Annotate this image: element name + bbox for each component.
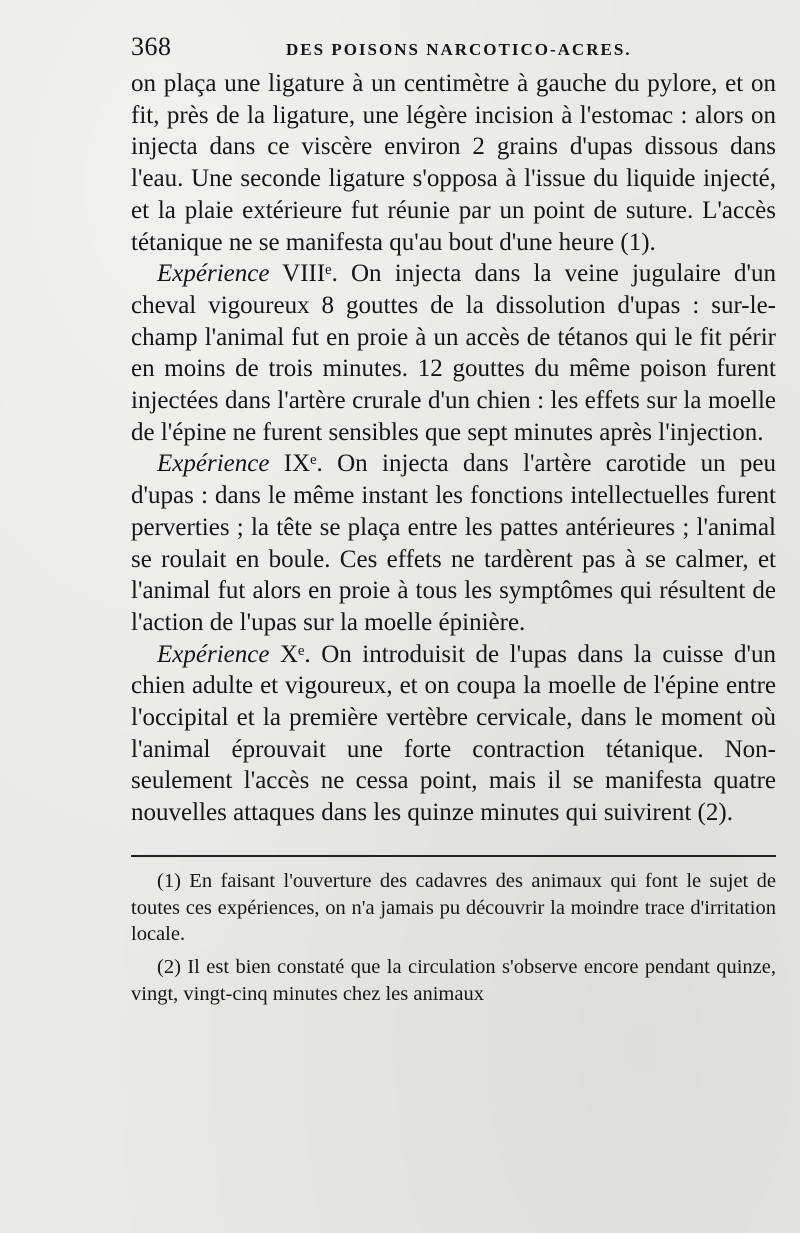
experience-number: VIIIᵉ. [269,260,351,288]
paragraph-experience-10 [131,639,776,829]
experience-number: IXᵉ. [269,450,338,478]
experience-number: Xᵉ. [269,640,322,668]
paragraph-experience-9 [131,448,776,638]
experience-text: On injecta dans la veine jugulaire d'un cheval vigoureux 8 gouttes de la dissolution d'upas : sur-le-champ l'animal fut en proie à un accès de tétanos qui le fit périr en moins de trois minutes. 12 gouttes du même poison furent injectées dans l'artère crurale d'un chien : les effets sur la moelle de l'épine ne furent sensibles que sept minutes après l'injection. [131,260,776,446]
footnote-2: (2) Il est bien constaté que la circulation s'observe encore pendant quinze, vingt, vingt-cinq minutes chez les animaux [131,956,776,1006]
footnotes [131,868,776,1008]
experience-label: Expérience [157,640,270,668]
experience-label: Expérience [157,260,270,288]
footnote-1: (1) En faisant l'ouverture des cadavres des animaux qui font le sujet de toutes ces expériences, on n'a jamais pu découvrir la moindre trace d'irritation locale. [131,869,776,946]
footnote-divider [131,855,776,857]
page-number: 368 [131,32,172,61]
experience-text: On injecta dans l'artère carotide un peu d'upas : dans le même instant les fonctions intellectuelles furent perverties ; la tête se plaça entre les pattes antérieures ; l'animal se roulait en boule. Ces effets ne tardèrent pas à se calmer, et l'animal fut alors en proie à tous les symptômes qui résultent de l'action de l'upas sur la moelle épinière. [131,450,776,636]
experience-text: On introduisit de l'upas dans la cuisse d'un chien adulte et vigoureux, et on coupa la moelle de l'épine entre l'occipital et la première vertèbre cervicale, dans le moment où l'animal éprouvait une forte contraction tétanique. Non-seulement l'accès ne cessa point, mais il se manifesta quatre nouvelles attaques dans les quinze minutes qui suivirent (2). [131,640,776,827]
running-title: DES POISONS NARCOTICO-ACRES. [286,40,632,59]
paragraph-experience-8 [131,258,776,448]
paragraph-continuation: on plaça une ligature à un centimètre à gauche du pylore, et on fit, près de la ligature, une légère incision à l'estomac : alors on injecta dans ce viscère environ 2 grains d'upas dissous dans l'eau. Une seconde ligature s'opposa à l'issue du liquide injecté, et la plaie extérieure fut réunie par un point de suture. L'accès tétanique ne se manifesta qu'au bout d'une heure (1). [131,70,776,256]
page-header [131,28,776,68]
experience-label: Expérience [157,450,270,478]
body-text [131,68,776,829]
